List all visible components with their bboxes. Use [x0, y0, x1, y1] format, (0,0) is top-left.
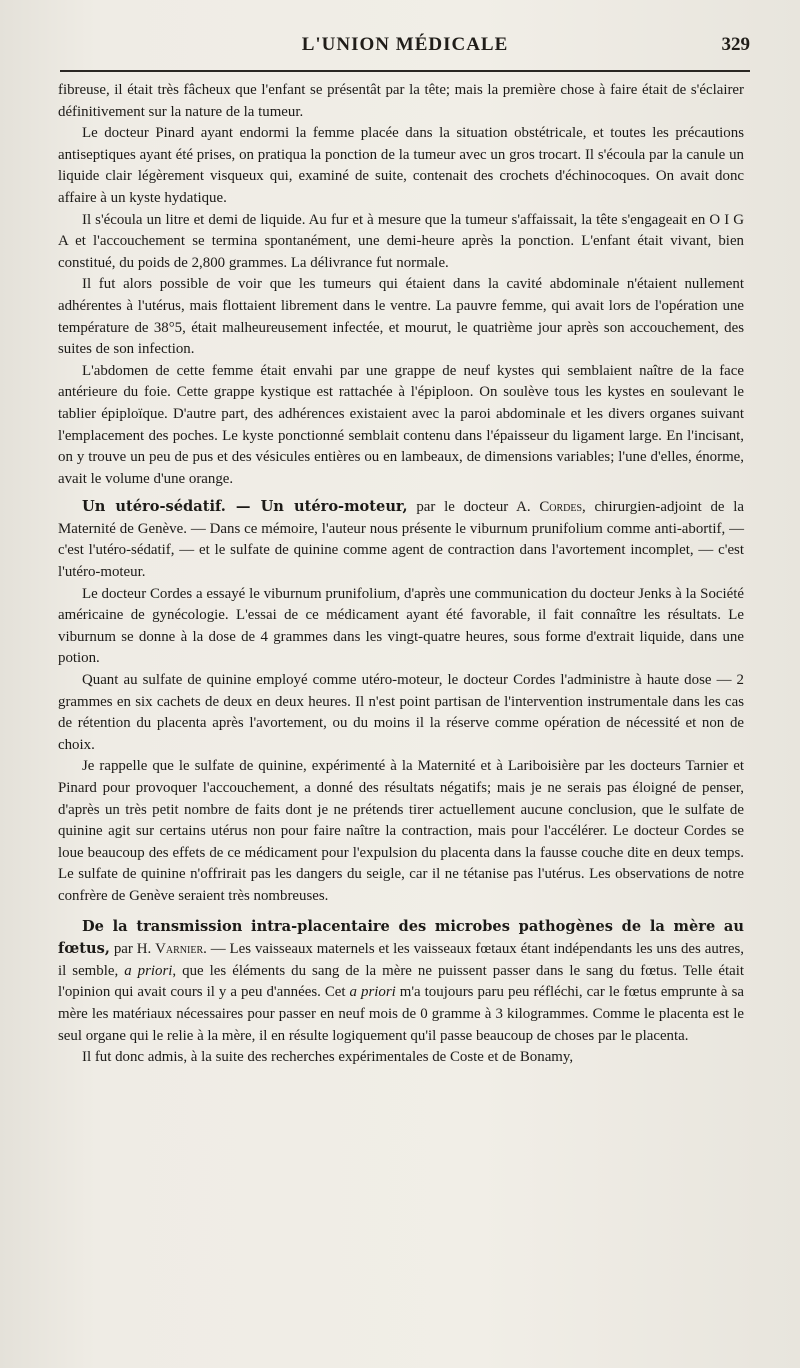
paragraph-4: Il fut alors possible de voir que les tumeurs qui étaient dans la cavité abdominale n'étaient nullement adhérentes à l'utérus, mais flottaient librement dans le ventre. La pauvre femme, qui avait lors de l'opération une température de 38°5, était malheureusement infectée, et mourut, le quatrième jour après son accouchement, des suites de son infection. [58, 276, 744, 358]
header-rule [60, 70, 750, 72]
paragraph-1: fibreuse, il était très fâcheux que l'enfant se présentât par la tête; mais la première chose à faire était de s'éclairer définitivement sur la nature de la tumeur. [58, 82, 744, 120]
paragraph-3: Il s'écoula un litre et demi de liquide. Au fur et à mesure que la tumeur s'affaissait, la tête s'engageait en O I G A et l'accouchement se termina spontanément, une demi-heure après la ponction. L'enfant était vivant, bien constitué, du poids de 2,800 grammes. La délivrance fut normale. [58, 211, 744, 271]
author-name: Varnier [155, 941, 204, 958]
byline-prefix: par H. [109, 941, 156, 958]
paragraph-8: Quant au sulfate de quinine employé comme utéro-moteur, le docteur Cordes l'administre à haute dose — 2 grammes en six cachets de deux en deux heures. Il n'est point partisan de l'intervention instrumentale dans les cas de rétention du placenta après l'avortement, ou du moins il la réserve comme opération de nécessité et non de choix. [58, 672, 744, 753]
page-header [60, 30, 750, 64]
article-body [58, 80, 744, 1069]
section-heading: Un utéro-sédatif. — Un utéro-moteur, [82, 498, 408, 516]
paragraph-11: Il fut donc admis, à la suite des recherches expérimentales de Coste et de Bonamy, [82, 1049, 574, 1066]
section-text: , chirurgien-adjoint de la Maternité de Genève. — Dans ce mémoire, l'auteur nous présente le viburnum prunifolium comme anti-abortif, — c'est l'utéro-sédatif, — et le sulfate de quinine comme agent de contraction dans l'avortement incomplet, — c'est l'utéro-moteur. [58, 499, 744, 581]
paragraph-5: L'abdomen de cette femme était envahi par une grappe de neuf kystes qui semblaient naître de la face antérieure du foie. Cette grappe kystique est rattachée à l'épiploon. On soulève tous les kystes en soulevant le tablier épiploïque. D'autre part, des adhérences existaient avec la paroi abdominale et les divers organes suivant l'emplacement des poches. Le kyste ponctionné semblait contenu dans l'épaisseur du ligament large. En l'incisant, on y trouve un peu de pus et des vésicules entières ou en lambeaux, de dimensions variables; l'une d'elles, énorme, avait le volume d'une orange. [58, 362, 744, 487]
paragraph-2: Le docteur Pinard ayant endormi la femme placée dans la situation obstétricale, et toutes les précautions antiseptiques ayant été prises, on pratiqua la ponction de la tumeur avec un gros trocart. Il s'écoula par la canule un liquide clair légèrement visqueux qui, examiné de suite, contenait des crochets d'échinocoques. On avait donc affaire à un kyste hydatique. [58, 125, 744, 206]
italic-a-priori: a priori [349, 984, 396, 1001]
byline-prefix: par le docteur A. [407, 499, 540, 516]
section-text-b: , que les éléments du sang de la mère ne puissent passer dans le sang du fœtus. Telle était l'opinion qui avait cours il y a peu d'années. Cet [58, 962, 745, 1001]
section-transmission [58, 916, 744, 1048]
paragraph-9: Je rappelle que le sulfate de quinine, expérimenté à la Maternité et à Lariboisière par les docteurs Tarnier et Pinard pour provoquer l'accouchement, a donné des résultats négatifs; mais je ne serais pas éloigné de penser, d'après un très petit nombre de faits dont je ne prétends tirer actuellement aucune conclusion, que le sulfate de quinine agit sur certains utérus non pour faire naître la contraction, mais pour l'accélérer. Le docteur Cordes se loue beaucoup des effets de ce médicament pour l'expulsion du placenta dans la fausse couche dite en deux temps. Le sulfate de quinine n'offrirait pas les dangers du seigle, car il ne tétanise pas l'utérus. Les observations de notre confrère de Genève seraient très nombreuses. [58, 758, 744, 904]
author-name: Cordes [539, 499, 583, 516]
section-utero-sedatif [58, 496, 744, 583]
section-heading: De la transmission intra-placentaire des microbes pathogènes de la mère au fœtus, [58, 917, 744, 958]
italic-a-priori: a priori [124, 962, 173, 979]
section-text-a: . — Les vaisseaux maternels et les vaisseaux fœtaux étant indépendants les uns des autres, il semble, [58, 941, 744, 979]
paragraph-7: Le docteur Cordes a essayé le viburnum prunifolium, d'après une communication du docteur Jenks à la Société américaine de gynécologie. L'essai de ce médicament ayant été favorable, il fait connaître les résultats. Le viburnum se donne à la dose de 4 grammes dans les vingt-quatre heures, sous forme d'extrait liquide, dans une potion. [58, 585, 744, 667]
page-number: 329 [721, 34, 750, 55]
running-title: L'UNION MÉDICALE [301, 34, 509, 55]
section-text-c: m'a toujours paru peu réfléchi, car le fœtus emprunte à sa mère les matériaux nécessaires pour passer en neuf mois de 0 gramme à 3 kilogrammes. Comme le placenta est le seul organe qui le relie à la mère, il en résulte logiquement qu'il passe beaucoup de choses par le placenta. [58, 984, 744, 1044]
